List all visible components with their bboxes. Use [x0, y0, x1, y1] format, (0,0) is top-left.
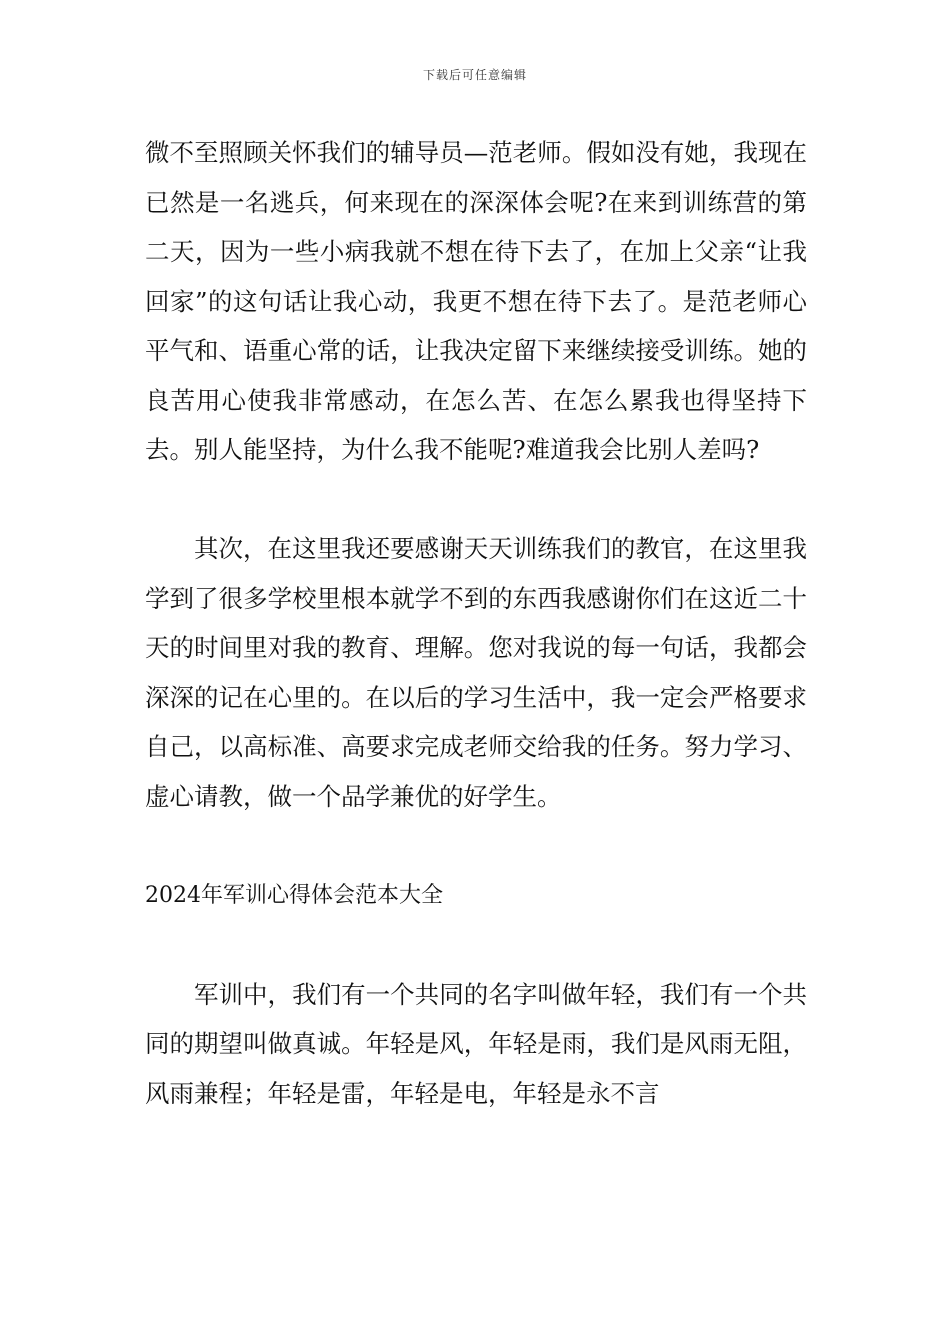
paragraph-3: 军训中，我们有一个共同的名字叫做年轻，我们有一个共同的期望叫做真诚。年轻是风，年轻是雨，我们是风雨无阻，风雨兼程；年轻是雷，年轻是电，年轻是永不言 — [145, 979, 807, 1108]
paragraph-spacer — [145, 920, 807, 970]
paragraph-2: 其次，在这里我还要感谢天天训练我们的教官，在这里我学到了很多学校里根本就学不到的东西我感谢你们在这近二十天的时间里对我的教育、理解。您对我说的每一句话，我都会深深的记在心里的。在以后的学习生活中，我一定会严格要求自己，以高标准、高要求完成老师交给我的任务。努力学习、虚心请教，做一个品学兼优的好学生。 — [145, 534, 807, 811]
paragraph-1: 微不至照顾关怀我们的辅导员—范老师。假如没有她，我现在已然是一名逃兵，何来现在的深深体会呢?在来到训练营的第二天，因为一些小病我就不想在待下去了，在加上父亲“让我回家”的这句话让我心动，我更不想在待下去了。是范老师心平气和、语重心常的话，让我决定留下来继续接受训练。她的良苦用心使我非常感动，在怎么苦、在怎么累我也得坚持下去。别人能坚持，为什么我不能呢?难道我会比别人差吗? — [145, 138, 807, 464]
header-note: 下载后可任意编辑 — [422, 68, 527, 82]
document-body — [145, 128, 807, 1118]
section-heading: 2024年军训心得体会范本大全 — [145, 882, 443, 908]
paragraph-spacer — [145, 475, 807, 525]
paragraph-spacer — [145, 821, 807, 871]
